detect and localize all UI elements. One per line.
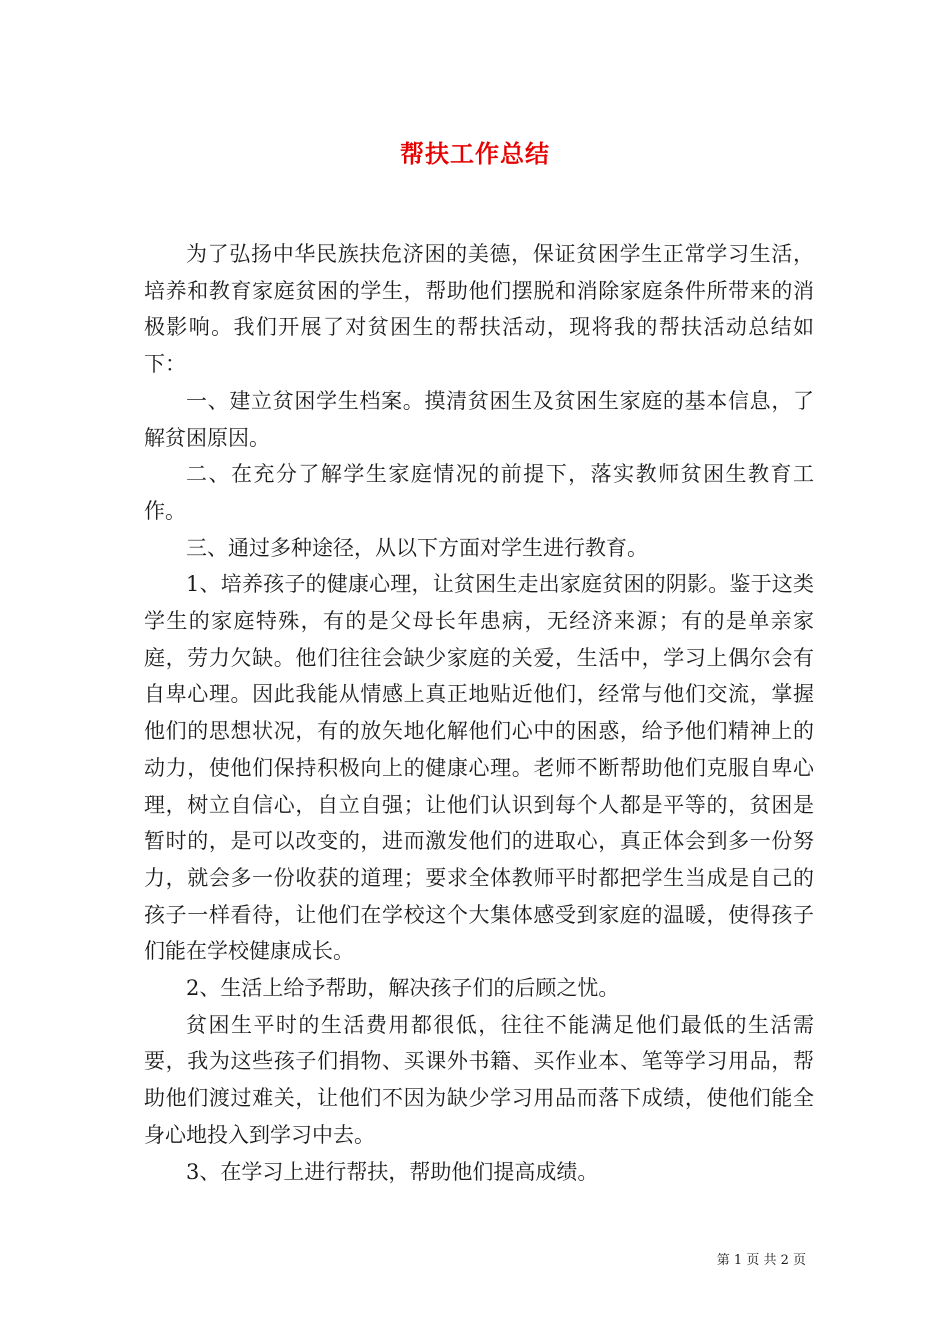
page-footer	[717, 1249, 806, 1268]
paragraph-intro: 为了弘扬中华民族扶危济困的美德，保证贫困学生正常学习生活，培养和教育家庭贫困的学生，帮助他们摆脱和消除家庭条件所带来的消极影响。我们开展了对贫困生的帮扶活动，现将我的帮扶活动总结如下：	[144, 242, 814, 377]
paragraph-section-2: 二、在充分了解学生家庭情况的前提下，落实教师贫困生教育工作。	[144, 462, 814, 523]
paragraph-item-2: 2、生活上给予帮助，解决孩子们的后顾之忧。	[186, 976, 620, 1001]
document-body	[144, 236, 814, 1190]
paragraph-section-1: 一、建立贫困学生档案。摸清贫困生及贫困生家庭的基本信息，了解贫困原因。	[144, 388, 814, 450]
paragraph-item-2-detail: 贫困生平时的生活费用都很低，往往不能满足他们最低的生活需要，我为这些孩子们捐物、买课外书籍、买作业本、笔等学习用品，帮助他们渡过难关，让他们不因为缺少学习用品而落下成绩，使他们能全身心地投入到学习中去。	[144, 1012, 814, 1147]
paragraph-item-3: 3、在学习上进行帮扶，帮助他们提高成绩。	[186, 1159, 599, 1184]
document-title: 帮扶工作总结	[400, 139, 550, 168]
paragraph-section-3: 三、通过多种途径，从以下方面对学生进行教育。	[186, 535, 648, 560]
page-number: 第 1 页 共 2 页	[716, 1253, 806, 1268]
paragraph-item-1: 1、培养孩子的健康心理，让贫困生走出家庭贫困的阴影。鉴于这类学生的家庭特殊，有的是父母长年患病，无经济来源；有的是单亲家庭，劳力欠缺。他们往往会缺少家庭的关爱，生活中，学习上偶尔会有自卑心理。因此我能从情感上真正地贴近他们，经常与他们交流，掌握他们的思想状况，有的放矢地化解他们心中的困惑，给予他们精神上的动力，使他们保持积极向上的健康心理。老师不断帮助他们克服自卑心理，树立自信心，自立自强；让他们认识到每个人都是平等的，贫困是暂时的，是可以改变的，进而激发他们的进取心，真正体会到多一份努力，就会多一份收获的道理；要求全体教师平时都把学生当成是自己的孩子一样看待，让他们在学校这个大集体感受到家庭的温暖，使得孩子们能在学校健康成长。	[144, 572, 814, 964]
